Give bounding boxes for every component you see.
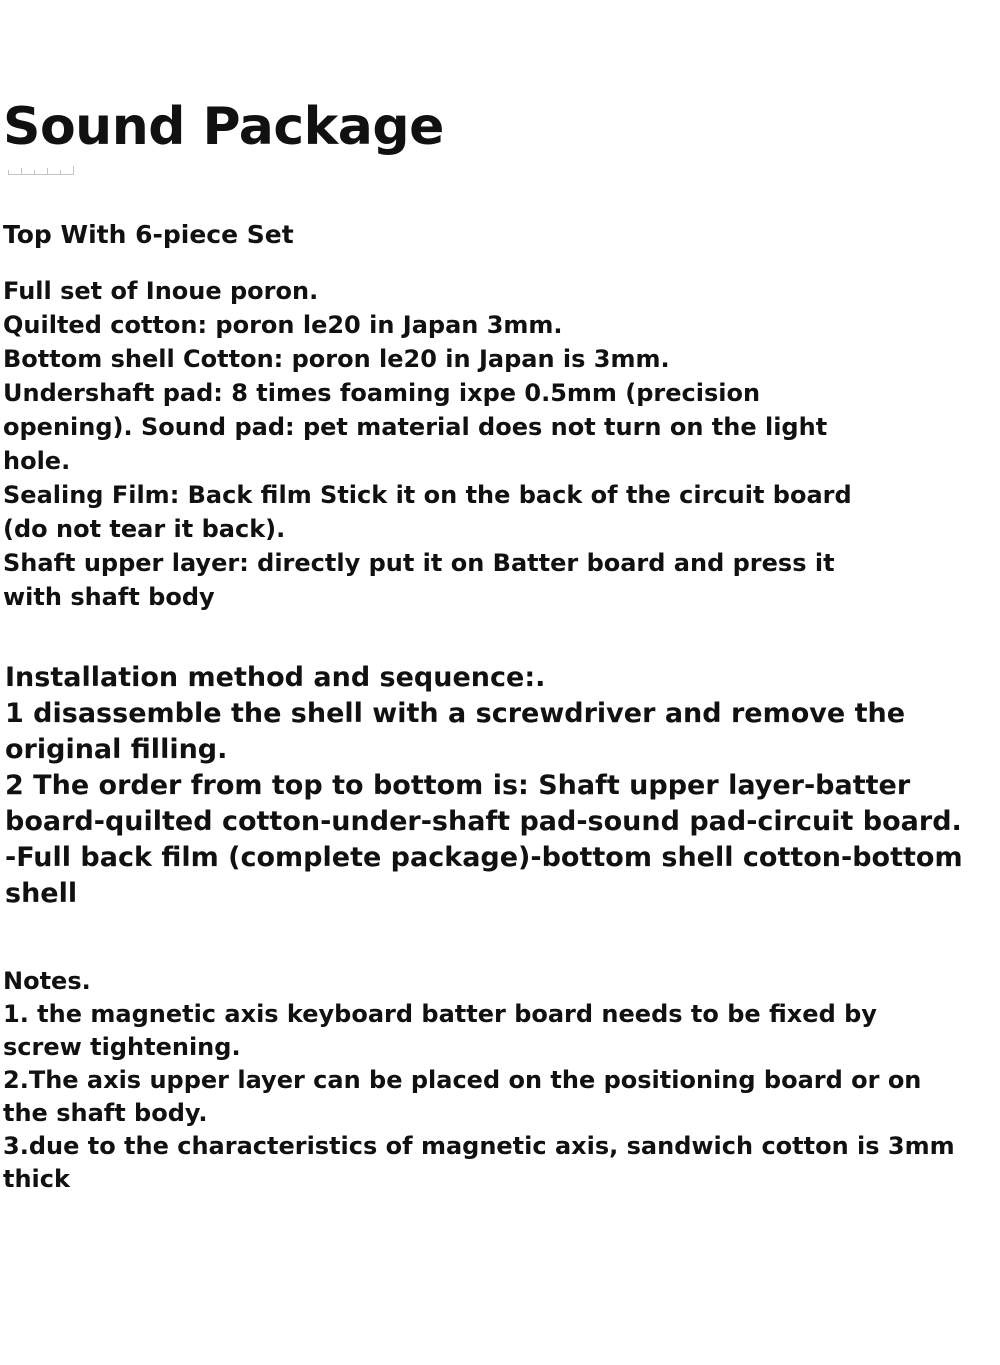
spec-line: Sealing Film: Back film Stick it on the back of the circuit board [3,481,852,509]
installation-section [5,660,963,912]
spec-line: Undershaft pad: 8 times foaming ixpe 0.5mm (precision [3,379,761,407]
ruler-mark-graphic [8,162,74,175]
notes-line: thick [3,1165,70,1193]
installation-line: 2 The order from top to bottom is: Shaft upper layer-batter [5,770,911,801]
spec-line: with shaft body [3,583,215,611]
spec-line: Bottom shell Cotton: poron le20 in Japan is 3mm. [3,345,670,373]
notes-line: the shaft body. [3,1099,208,1127]
spec-line: (do not tear it back). [3,515,286,543]
spec-line: hole. [3,447,71,475]
spec-line: Quilted cotton: poron le20 in Japan 3mm. [3,311,563,339]
installation-line: board-quilted cotton-under-shaft pad-sound pad-circuit board. [5,806,962,837]
spec-line: Shaft upper layer: directly put it on Batter board and press it [3,549,835,577]
notes-section [3,965,955,1196]
installation-line: original filling. [5,734,228,765]
notes-line: screw tightening. [3,1033,241,1061]
spec-line: opening). Sound pad: pet material does not turn on the light [3,413,828,441]
installation-line: -Full back film (complete package)-bottom shell cotton-bottom [5,842,963,873]
spec-line: Full set of Inoue poron. [3,277,319,305]
notes-line: Notes. [3,967,91,995]
installation-line: 1 disassemble the shell with a screwdriver and remove the [5,698,906,729]
page-title: Sound Package [3,97,444,157]
installation-line: Installation method and sequence:. [5,662,546,693]
notes-line: 1. the magnetic axis keyboard batter board needs to be fixed by [3,1000,877,1028]
notes-line: 3.due to the characteristics of magnetic axis, sandwich cotton is 3mm [3,1132,955,1160]
notes-line: 2.The axis upper layer can be placed on the positioning board or on [3,1066,922,1094]
installation-line: shell [5,878,78,909]
specifications-section [3,274,852,614]
set-subtitle: Top With 6-piece Set [3,220,294,249]
